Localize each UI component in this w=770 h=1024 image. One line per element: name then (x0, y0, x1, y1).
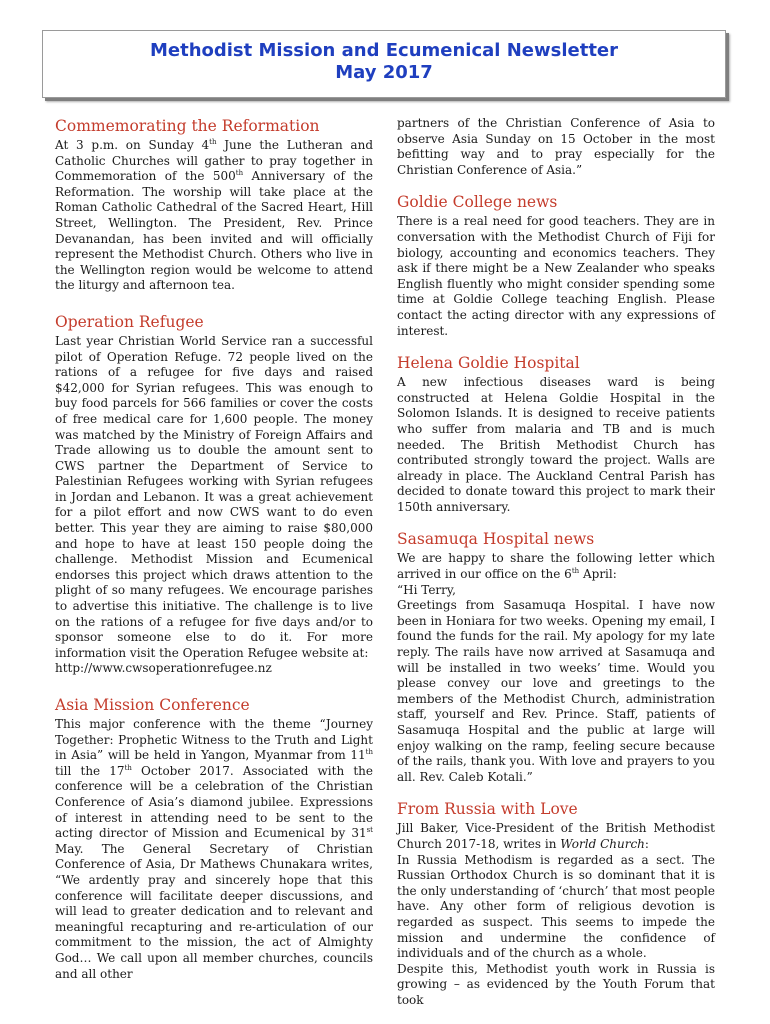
heading-helena-goldie: Helena Goldie Hospital (397, 354, 580, 373)
heading-sasamuqa: Sasamuqa Hospital news (397, 530, 595, 549)
asia-text: This major conference with the theme “Journey Together: Prophetic Witness to the Truth and Light in Asia” will be held in Yangon, Myanmar from 11th till the 17th October 2017. Associated with the conference will be a celebration of the Christian Conference of Asia’s diamond jubilee. Expressions of interest in attending need to be sent to the acting director of Mission and Ecumenical by 31st May. The General Secretary of Christian Conference of Asia, Dr Mathews Chunakara writes, “We ardently pray and sincerely hope that this conference will facilitate deeper discussions, and will lead to greater dedication and to relevant and meaningful recapturing and re-articulation of our commitment to the mission, the act of Almighty God… We call upon all member churches, councils and all other (55, 717, 374, 981)
newsletter-header (42, 30, 726, 98)
heading-goldie-college: Goldie College news (397, 193, 558, 212)
sasamuqa-intro: We are happy to share the following letter which arrived in our office on the 6th April: (397, 551, 715, 582)
refugee-text: Last year Christian World Service ran a successful pilot of Operation Refuge. 72 people lived on the rations of a refugee for five days and raised $42,000 for Syrian refugees. This was enough to buy food parcels for 566 families or cover the costs of free medical care for 1,600 people. The money was matched by the Ministry of Foreign Affairs and Trade allowing us to double the amount sent to CWS partner the Department of Service to Palestinian Refugees working with Syrian refugees in Jordan and Lebanon. It was a great achievement for a pilot effort and now CWS want to do even better. This year they are aiming to raise $80,000 and hope to have at least 150 people doing the challenge. Methodist Mission and Ecumenical endorses this project which draws attention to the plight of so many refugees. We encourage parishes to advertise this initiative. The challenge is to live on the rations of a refugee for five days and/or to sponsor someone else to do it. For more information visit the Operation Refugee website at: (55, 333, 373, 660)
heading-asia-mission: Asia Mission Conference (55, 696, 250, 714)
russia-text-2: Despite this, Methodist youth work in Russia is growing – as evidenced by the Youth Forum that took (397, 961, 715, 1007)
section-helena-goldie (397, 353, 715, 515)
russia-intro: Jill Baker, Vice-President of the British Methodist Church 2017-18, writes in World Church: (397, 821, 715, 851)
section-operation-refugee (55, 312, 373, 677)
section-reformation (55, 116, 373, 294)
asia-text-continued: partners of the Christian Conference of Asia to observe Asia Sunday on 15 October in the most befitting way and to pray especially for the Christian Conference of Asia.” (397, 116, 715, 177)
section-goldie-college (397, 192, 715, 339)
section-russia (397, 799, 715, 1008)
sasamuqa-greeting: “Hi Terry, (397, 582, 456, 597)
refugee-url-link[interactable]: http://www.cwsoperationrefugee.nz (55, 661, 272, 676)
right-column (397, 116, 715, 1023)
goldie-text: There is a real need for good teachers. They are in conversation with the Methodist Church of Fiji for biology, accounting and economics teachers. They ask if there might be a New Zealander who speaks English fluently who might consider spending some time at Goldie College teaching English. Please contact the acting director with any expressions of interest. (397, 214, 715, 338)
russia-text: In Russia Methodism is regarded as a sect. The Russian Orthodox Church is so dominant that it is the only understanding of ‘church’ that most people have. Any other form of religious devotion is regarded as suspect. This seems to impede the mission and undermine the confidence of individuals and of the church as a whole. (397, 852, 715, 961)
heading-operation-refugee: Operation Refugee (55, 312, 204, 331)
section-sasamuqa (397, 529, 715, 785)
heading-reformation: Commemorating the Reformation (55, 117, 320, 135)
newsletter-date: May 2017 (335, 62, 433, 83)
newsletter-title: Methodist Mission and Ecumenical Newsletter (149, 40, 619, 61)
reformation-text: At 3 p.m. on Sunday 4th June the Lutheran and Catholic Churches will gather to pray together in Commemoration of the 500th Anniversary of the Reformation. The worship will take place at the Roman Catholic Cathedral of the Sacred Heart, Hill Street, Wellington. The President, Rev. Prince Devanandan, has been invited and will officially represent the Methodist Church. Others who live in the Wellington region would be welcome to attend the liturgy and afternoon tea. (55, 138, 373, 293)
helena-text: A new infectious diseases ward is being constructed at Helena Goldie Hospital in the Solomon Islands. It is designed to receive patients who suffer from malaria and TB and is much needed. The British Methodist Church has contributed strongly toward the project. Walls are already in place. The Auckland Central Parish has decided to donate toward this project to mark their 150th anniversary. (397, 375, 715, 514)
section-asia-continued (397, 116, 715, 178)
section-asia-mission (55, 695, 373, 982)
heading-russia: From Russia with Love (397, 800, 578, 819)
sasamuqa-letter: Greetings from Sasamuqa Hospital. I have now been in Honiara for two weeks. Opening my email, I found the funds for the rail. My apology for my late reply. The rails have now arrived at Sasamuqa and will be installed in two weeks’ time. Would you please convey our love and greetings to the members of the Methodist Church, administration staff, yourself and Rev. Prince. Staff, patients of Sasamuqa Hospital and the public at large will enjoy walking on the ramp, feeling secure because of the rails, thank you. With love and prayers to you all. Rev. Caleb Kotali.” (397, 598, 715, 784)
left-column (55, 116, 373, 1000)
